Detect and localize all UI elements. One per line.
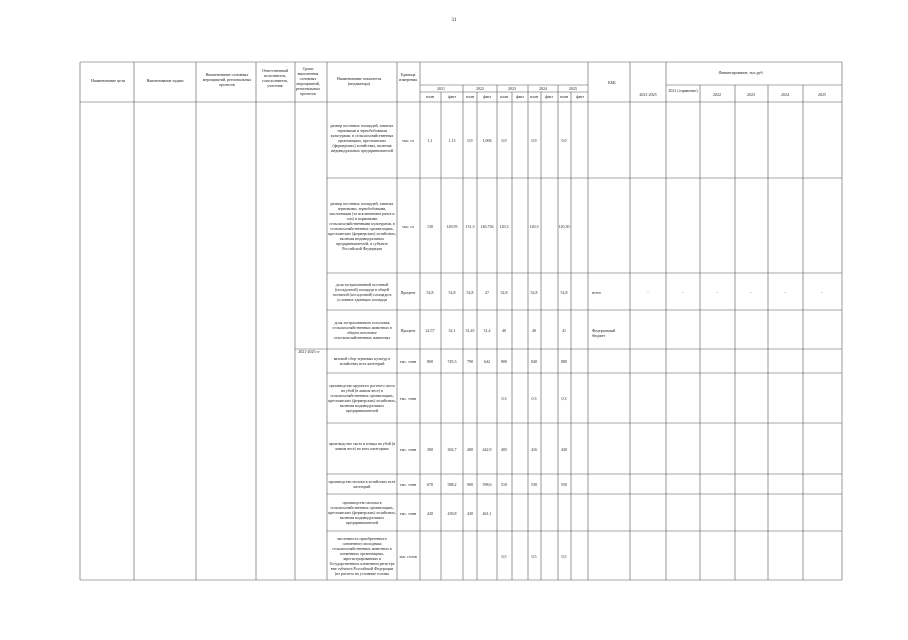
indicator-value: 149,93 [446,223,458,229]
financing-year-header: 2021-2025 [639,92,657,97]
header-timing: Сроки выполнения основных мероприятий, региональных проектов [295,66,321,96]
plan-header: план [425,94,435,99]
indicator-value: 120,30 [558,223,570,229]
indicator-unit: Процент [400,289,416,295]
indicator-value: 130 [427,223,433,229]
indicator-value: 300 [427,446,433,452]
financing-year-header: 2021 (справочно) [668,88,698,93]
year-header: 2025 [569,86,577,91]
indicator-value: 0,9 [501,138,507,143]
financing-year-header: 2022 [713,92,721,97]
year-header: 2023 [508,86,516,91]
plan-header: план [529,94,539,99]
indicator-value: 31,45 [465,327,475,333]
indicator-unit: тыс. тонн [399,510,417,516]
indicator-value: 52,8 [500,289,508,295]
indicator-unit: тыс. тонн [399,396,417,401]
page-number: 31 [451,18,457,23]
indicator-unit: Процент [400,327,416,333]
indicator-value: 800 [427,359,433,364]
indicator-value: 530 [531,482,537,487]
indicator-value: 550 [561,482,567,487]
fact-header: факт [482,94,492,99]
indicator-name: производство молока в хозяйствах всех категорий [328,479,396,489]
indicator-value: 52,8 [426,289,434,295]
indicator-unit: тыс. га [402,223,414,229]
indicator-value: 405 [501,446,507,452]
indicator-value: 588,2 [447,482,457,487]
indicator-unit: тыс. голов [399,553,417,559]
indicator-value: 52,8 [560,289,568,295]
indicator-value: 146,736 [480,223,494,229]
indicator-value: 790 [467,359,473,364]
indicator-value: 52,8 [448,289,456,295]
header-kbk: КБК [608,80,616,85]
indicator-value: 0,3 [561,396,567,401]
indicator-unit: тыс. тонн [399,482,417,487]
indicator-value: 0,9 [467,138,473,143]
indicator-name: доля застрахованной посевной (посадочной) площади в общей посевной (посадочной) площади в условных единицах площади [332,281,392,302]
indicator-value: 430 [467,510,473,516]
indicator-value: 40 [502,327,506,333]
fact-header: факт [544,94,554,99]
indicator-value: 27 [485,289,489,295]
fact-header: факт [515,94,525,99]
indicator-unit: тыс. тонн [399,359,417,364]
indicator-value: 1,006 [482,138,492,143]
plan-header: план [559,94,569,99]
fact-header: факт [447,94,457,99]
indicator-name: размер посевных площадей, занятых зерновыми, зернобобовыми, масличными (за исключением рапса и сои) и кормовыми сельскохозяйственными культурами, в сельскохозяйственных организациях, крестьянских (фермерских) хозяйствах, включая индивидуальных предпринимателей, в субъекте Российской Федерации [328,200,396,251]
indicator-name: производство крупного рогатого скота на убой (в живом весе) в сельскохозяйственных организациях, крестьянских (фермерских) хозяйствах, включая индивидуальных предпринимателей [328,383,396,413]
indicator-value: 0,5 [531,553,537,559]
indicator-value: 442,9 [482,446,492,452]
indicator-name: валовой сбор зерновых культур в хозяйствах всех категорий [333,356,391,366]
indicator-value: 32,1 [448,327,456,333]
year-header: 2024 [539,86,547,91]
indicator-value: 0,5 [501,553,507,559]
indicator-unit: тыс. га [402,138,414,143]
header-unit: Единица измерения [399,72,417,82]
indicator-value: 52,8 [466,289,474,295]
financing-value: - [647,289,649,295]
indicator-value: 120,3 [529,223,539,229]
header-goal: Наименование цели [91,78,125,83]
kbk-value: Федеральный бюджет [592,327,616,338]
plan-header: план [465,94,475,99]
header-indicator: Наименование показателя (индикатора) [336,76,382,86]
indicator-value: 0,5 [561,553,567,559]
indicator-name: доля застрахованного поголовья сельскохозяйственных животных в общем поголовье сельскохозяйственных животных [332,319,392,340]
financing-year-header: 2023 [747,92,755,97]
financing-value: - [750,289,752,295]
indicator-value: 0,3 [501,396,507,401]
indicator-value: 510 [501,482,507,487]
indicator-value: 31,4 [483,327,491,333]
indicator-value: 120,3 [499,223,509,229]
header-financing: Финансирование, тыс.руб. [718,70,764,75]
financing-value: - [716,289,718,295]
indicator-value: 400 [467,446,473,452]
financing-year-header: 2024 [781,92,789,97]
indicator-value: 670 [427,482,433,487]
plan-header: план [499,94,509,99]
indicator-value: 745,3 [447,359,457,364]
indicator-name: производство молока в сельскохозяйственных организациях, крестьянских (фермерских) хозяйствах, включая индивидуальных предпринимателей [328,500,396,525]
indicator-value: 642 [484,359,490,364]
indicator-value: 439,8 [447,510,457,516]
indicator-value: 416 [531,446,537,452]
indicator-value: 40 [532,327,536,333]
indicator-value: 302,7 [447,446,457,452]
year-header: 2022 [476,86,484,91]
indicator-value: 900 [467,482,473,487]
header-activities: Наименование основных мероприятий, региональных проектов [202,72,252,87]
indicator-name: размер посевных площадей, занятых зерновыми и зернобобовыми культурами, в сельскохозяйственных организациях, крестьянских (фермерских) хозяйствах, включая индивидуальных предпринимателей [330,122,394,153]
indicator-value: 52,8 [530,289,538,295]
header-responsible: Ответственный исполнитель, соисполнитель, участник [261,68,289,88]
header-task: Наименование задачи [146,78,184,83]
indicator-name: производство скота и птицы на убой (в живом весе) во всех категориях [328,441,396,451]
indicator-value: 420 [427,510,433,516]
indicator-value: 880 [561,359,567,364]
indicator-value: 461,1 [482,510,492,516]
indicator-value: 0,9 [561,138,567,143]
indicator-value: 598,6 [482,482,492,487]
indicator-value: 800 [501,359,507,364]
indicator-value: 0,9 [531,138,537,143]
financing-year-header: 2025 [818,92,826,97]
financing-value: - [784,289,786,295]
indicator-value: 41 [562,327,566,333]
indicator-value: 22,57 [425,327,435,333]
indicator-name: численность приобретенного племенного молодняка сельскохозяйственных животных в племенных организациях, зарегистрированных в Государственном племенном регистре вне субъекта Российской Федерации (из расчета на условные головы [329,535,395,576]
timing-value: 2021-2025 гг [298,349,320,354]
indicator-unit: тыс. тонн [399,446,417,452]
year-header: 2021 [437,86,445,91]
indicator-value: 1,1 [427,138,433,143]
indicator-value: 1,13 [448,138,456,143]
financing-value: - [821,289,823,295]
indicator-value: 840 [531,359,537,364]
indicator-value: 0,3 [531,396,537,401]
indicator-value: 131,3 [465,223,475,229]
indicator-value: 430 [561,446,567,452]
financing-value: - [682,289,684,295]
kbk-value: всего [592,289,602,295]
fact-header: факт [575,94,585,99]
